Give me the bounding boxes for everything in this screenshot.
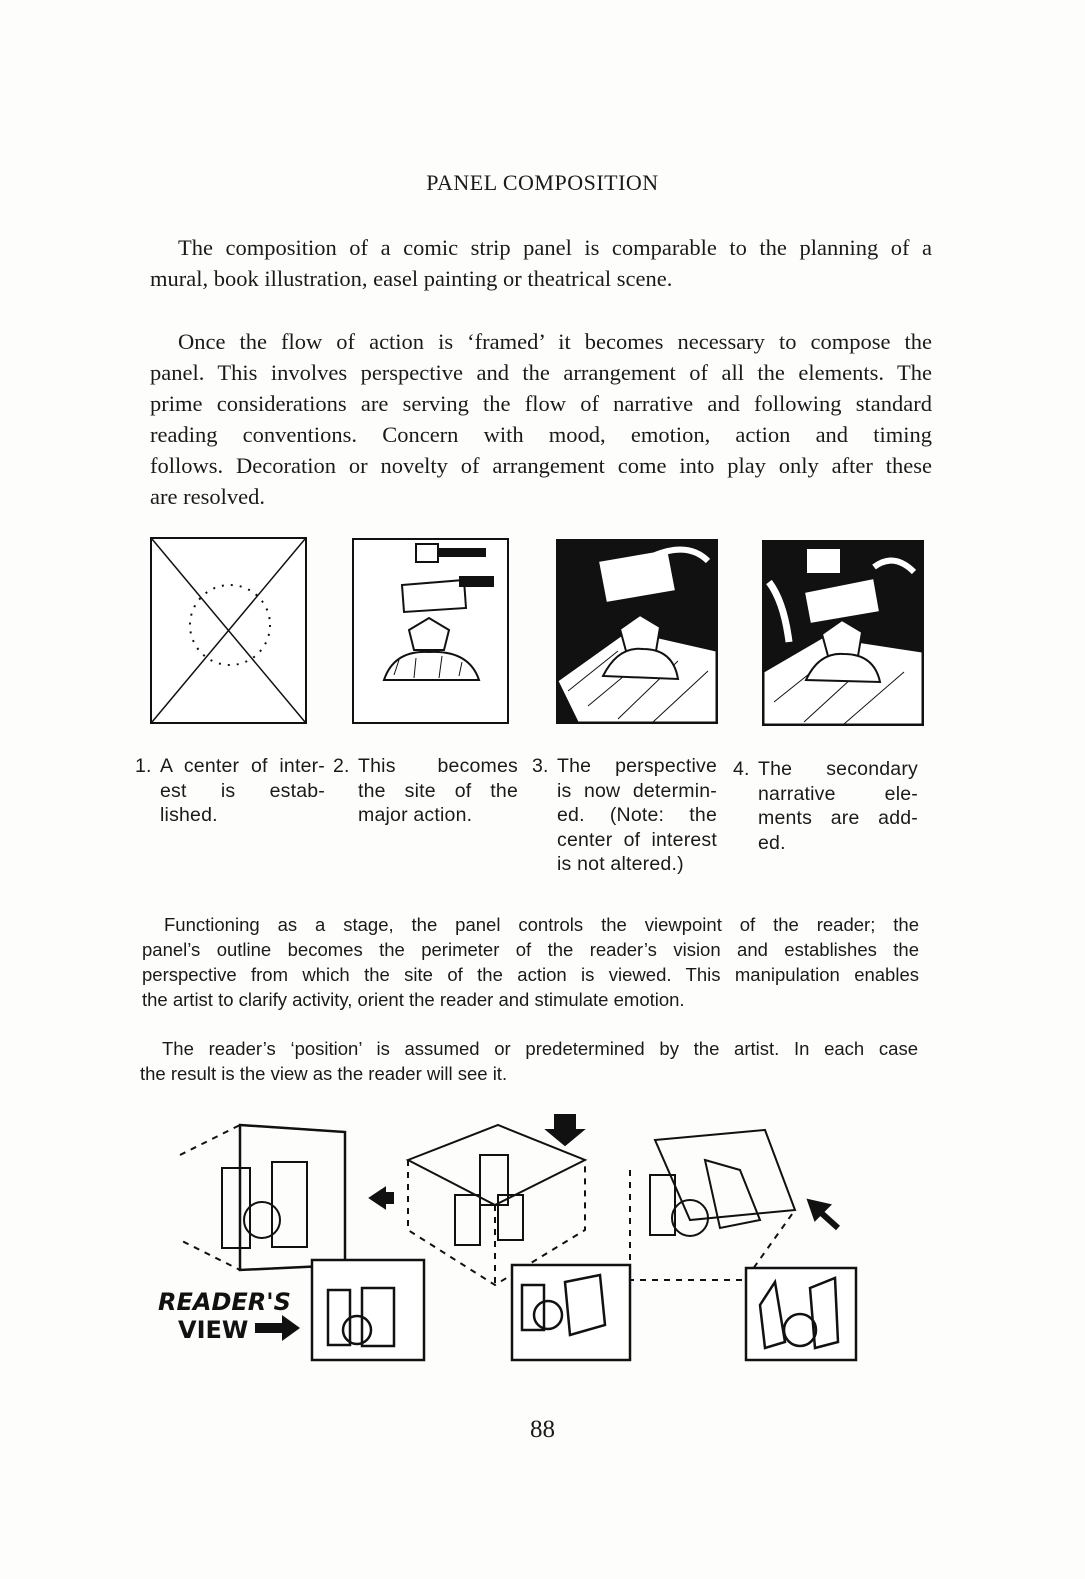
text-line: perspective from which the site of the action is viewed. This manipulation enables bbox=[142, 964, 919, 985]
position-paragraph bbox=[140, 1036, 918, 1086]
intro-paragraph bbox=[150, 232, 932, 294]
text-line: mural, book illustration, easel painting or theatrical scene. bbox=[150, 266, 673, 291]
caption-line: ed. (Note: the bbox=[557, 804, 717, 826]
text-line: The reader’s ‘position’ is assumed or predetermined by the artist. In each case bbox=[162, 1038, 918, 1059]
caption-line: center of interest bbox=[557, 828, 717, 851]
caption-line: is now determin- bbox=[557, 779, 717, 802]
body-paragraph bbox=[150, 326, 932, 512]
panel-illustration-3 bbox=[556, 539, 718, 724]
caption-number: 4. bbox=[733, 758, 750, 780]
page-number: 88 bbox=[530, 1416, 555, 1443]
text-line: Once the flow of action is ‘framed’ it becomes necessary to compose the bbox=[178, 329, 932, 354]
caption-4 bbox=[733, 757, 918, 855]
stage-paragraph bbox=[142, 912, 919, 1012]
caption-line: ments are add- bbox=[758, 807, 918, 829]
caption-line: narrative ele- bbox=[758, 782, 918, 805]
cleaver-and-gem-sketch bbox=[354, 540, 507, 722]
text-line: follows. Decoration or novelty of arrangement come into play only after these bbox=[150, 453, 932, 478]
text-line: Functioning as a stage, the panel controls the viewpoint of the reader; the bbox=[164, 914, 919, 935]
text-line: prime considerations are serving the flow of narrative and following standard bbox=[150, 391, 932, 416]
caption-1 bbox=[135, 754, 325, 828]
text-line: the artist to clarify activity, orient the reader and stimulate emotion. bbox=[142, 989, 685, 1010]
text-line: The composition of a comic strip panel is comparable to the planning of a bbox=[178, 235, 932, 260]
caption-number: 1. bbox=[135, 755, 152, 777]
readers-view-diagram bbox=[0, 1110, 1085, 1410]
caption-line: The perspective bbox=[557, 755, 717, 777]
caption-line: This becomes bbox=[358, 755, 518, 777]
readers-view-panels bbox=[312, 1260, 856, 1360]
center-of-interest-sketch bbox=[152, 539, 305, 722]
panel-illustration-2 bbox=[352, 538, 509, 724]
perspective-scene-sketch bbox=[558, 541, 716, 722]
caption-3 bbox=[532, 754, 717, 877]
panel-illustration-1 bbox=[150, 537, 307, 724]
caption-line: The secondary bbox=[758, 758, 918, 780]
text-line: panel’s outline becomes the perimeter of the reader’s vision and establishes the bbox=[142, 939, 919, 960]
caption-line: is not altered.) bbox=[557, 853, 684, 875]
text-line: are resolved. bbox=[150, 484, 265, 509]
caption-line: major action. bbox=[358, 804, 473, 826]
secondary-elements-scene-sketch bbox=[764, 542, 922, 724]
text-line: reading conventions. Concern with mood, emotion, action and timing bbox=[150, 422, 932, 447]
view-label: VIEW bbox=[178, 1316, 249, 1344]
caption-line: lished. bbox=[160, 804, 218, 826]
angled-view-box-sketch bbox=[630, 1130, 838, 1280]
caption-number: 2. bbox=[333, 755, 350, 777]
side-view-box-sketch bbox=[180, 1125, 393, 1270]
page-title: PANEL COMPOSITION bbox=[426, 170, 659, 195]
caption-line: A center of inter- bbox=[160, 755, 325, 777]
arrow-right-icon bbox=[255, 1315, 300, 1341]
caption-line: the site of the bbox=[358, 779, 518, 802]
panel-illustration-4 bbox=[762, 540, 924, 726]
caption-number: 3. bbox=[532, 755, 549, 777]
text-line: the result is the view as the reader will see it. bbox=[140, 1063, 508, 1084]
caption-line: est is estab- bbox=[160, 779, 325, 802]
text-line: panel. This involves perspective and the arrangement of all the elements. The bbox=[150, 360, 932, 385]
readers-label: READER'S bbox=[158, 1288, 291, 1316]
caption-line: ed. bbox=[758, 831, 786, 854]
top-view-box-sketch bbox=[408, 1115, 585, 1285]
caption-2 bbox=[333, 754, 518, 828]
